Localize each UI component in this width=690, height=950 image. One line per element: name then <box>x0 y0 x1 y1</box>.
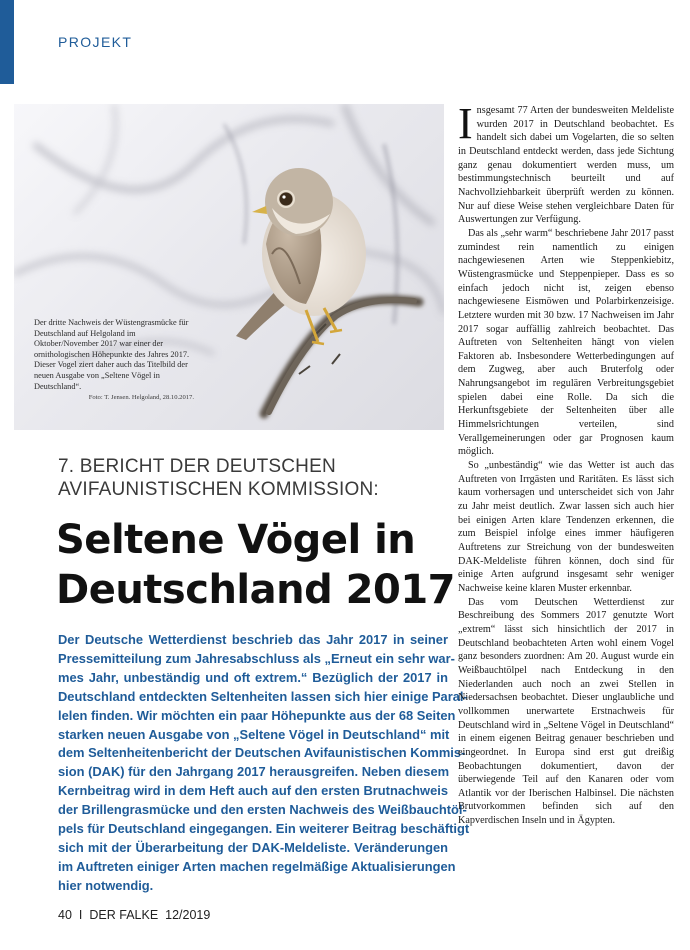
section-color-bar <box>0 0 14 84</box>
lead-line: der Brillengrasmücke und den ersten Nachweis des Weißbauchtöl- <box>58 802 467 818</box>
article-kicker: 7. BERICHT DER DEUTSCHEN AVIFAUNISTISCHEN KOMMISSION: <box>58 456 379 500</box>
lead-line: starken neuen Ausgabe von „Seltene Vögel in Deutschland“ mit <box>58 726 450 742</box>
lead-line: dem Seltenheitenbericht der Deutschen Avifaunistischen Kommis- <box>58 745 466 761</box>
body-paragraph: So „unbeständig“ wie das Wetter ist auch das Auftreten von Irrgästen und Raritäten. Es lässt sich kaum vorhersagen und unterscheidet sich von Jahr zu Jahr meist deutlich. Zwar lassen sich auch hier bei einigen Arten klare Tendenzen erkennen, die zum Beispiel infolge eines immer häufigeren Auftretens zur Streichung von der bundesweiten DAK-Meldeliste führen können, doch sind für einige Arten aufgrund insgesamt sehr weniger Nachweise keine klaren Muster erkennbar. <box>458 460 674 594</box>
drop-cap: I <box>458 99 473 148</box>
issue-number: 12/2019 <box>165 908 211 922</box>
lead-line: sion (DAK) für den Jahrgang 2017 herausgreifen. Neben diesem <box>58 764 450 780</box>
page-number: 40 <box>58 908 72 922</box>
lead-line: hier notwendig. <box>58 877 154 893</box>
paragraph-text: nsgesamt 77 Arten der bundesweiten Meldeliste wurden 2017 in Deutschland beobachtet. Es handelt sich dabei um Vogelarten, die so selten in Deutschland entdeckt werden, dass jede Sichtung ganz genau dokumentiert werden muss, um bestimmungstechnisch beurteilt und auf Nachvollziehbarkeit überprüft werden zu können. Nur auf diese Weise stehen vergleichbare Daten für Auswertungen zur Verfügung. <box>458 105 674 226</box>
lead-line: sich mit der Überarbeitung der DAK-Meldeliste. Veränderungen <box>58 839 448 855</box>
article-lead <box>58 631 470 896</box>
lead-line: im Auftreten einiger Arten machen regelmäßige Aktualisierungen <box>58 858 456 874</box>
body-paragraph: Das als „sehr warm“ beschriebene Jahr 2017 passt zumindest rein namentlich zu einigen nachgewiesenen Arten wie Steppenkiebitz, Wüstengrasmücke und Steppenpieper. Dass es so einfach jedoch nicht ist, zeigen ebenso nachgewiesene Eismöwen und Polarbirkenzeisige. Letztere wurden mit 30 bzw. 17 Nachweisen im Jahr 2017 sogar auffällig zahlreich beobachtet. Das Auftreten von Seltenheiten hängt von vielen Faktoren ab. Insbesondere Wetterbedingungen auf dem Zugweg, aber auch Bruterfolg oder Nahrungsangebot im regulären Verbreitungsgebiet spielen dabei eine Rolle. Da sich die Herkunftsgebiete der Seltenheiten über alle Himmelsrichtungen verteilen, sind Verallgemeinerungen oder gar Prognosen kaum möglich. <box>458 227 674 458</box>
article-title: Seltene Vögel in Deutschland 2017 <box>56 517 455 613</box>
section-label: PROJEKT <box>58 34 133 50</box>
lead-line: Pressemitteilung zum Jahresabschluss als „Erneut ein sehr war- <box>58 650 455 666</box>
lead-line: Deutschland entdeckten Seltenheiten lassen sich hier einige Paral- <box>58 688 468 704</box>
page-footer <box>58 908 210 922</box>
lead-line: Kernbeitrag wird in dem Heft auch auf den ersten Brutnachweis <box>58 783 448 799</box>
lead-line: lelen finden. Wir möchten ein paar Höhepunkte aus der 68 Seiten <box>58 707 456 723</box>
lead-line: Der Deutsche Wetterdienst beschrieb das Jahr 2017 in seiner <box>58 632 448 647</box>
photo-caption <box>34 318 194 404</box>
lead-line: pels für Deutschland eingegangen. Ein weiterer Beitrag beschäftigt <box>58 821 470 837</box>
body-paragraph <box>458 99 674 227</box>
magazine-name: DER FALKE <box>89 908 159 922</box>
caption-text: Der dritte Nachweis der Wüstengrasmücke für Deutschland auf Helgoland im Oktober/November 2017 war einer der ornithologischen Höhepunkte des Jahres 2017. Dieser Vogel ziert daher auch das Titelbild der neuen Ausgabe von „Seltene Vögel in Deutschland“. <box>34 318 190 391</box>
photo-credit: Foto: T. Jensen. Helgoland, 28.10.2017. <box>88 394 194 402</box>
article-body <box>458 99 674 828</box>
footer-separator: I <box>78 908 83 922</box>
lead-line: mes Jahr, unbeständig und oft extrem.“ Bezüglich der 2017 in <box>58 669 448 685</box>
body-paragraph: Das vom Deutschen Wetterdienst zur Beschreibung des Sommers 2017 genutzte Wort „extrem“ lässt sich hinsichtlich der 2017 in Deutschland beobachteten Arten wohl einem Vogel ganz besonders zuordnen: Am 20. August wurde ein Weißbauchtölpel nach Entdeckung in den Niederlanden auch noch an zwei Stellen in Niedersachsen beobachtet. Dieser unglaubliche und vollkommen unerwartete Erstnachweis für Deutschland wird in „Seltene Vögel in Deutschland“ in einem eigenen Beitrag genauer beschrieben und eingeordnet. In Europa sind erst gut dreißig Beobachtungen dokumentiert, davon der überwiegende Teil auf den Kanaren oder vom Atlantik vor der Iberischen Halbinsel. Die nächsten Brutvorkommen befinden sich auf den Kapverdischen Inseln und in Ägypten. <box>458 596 674 827</box>
